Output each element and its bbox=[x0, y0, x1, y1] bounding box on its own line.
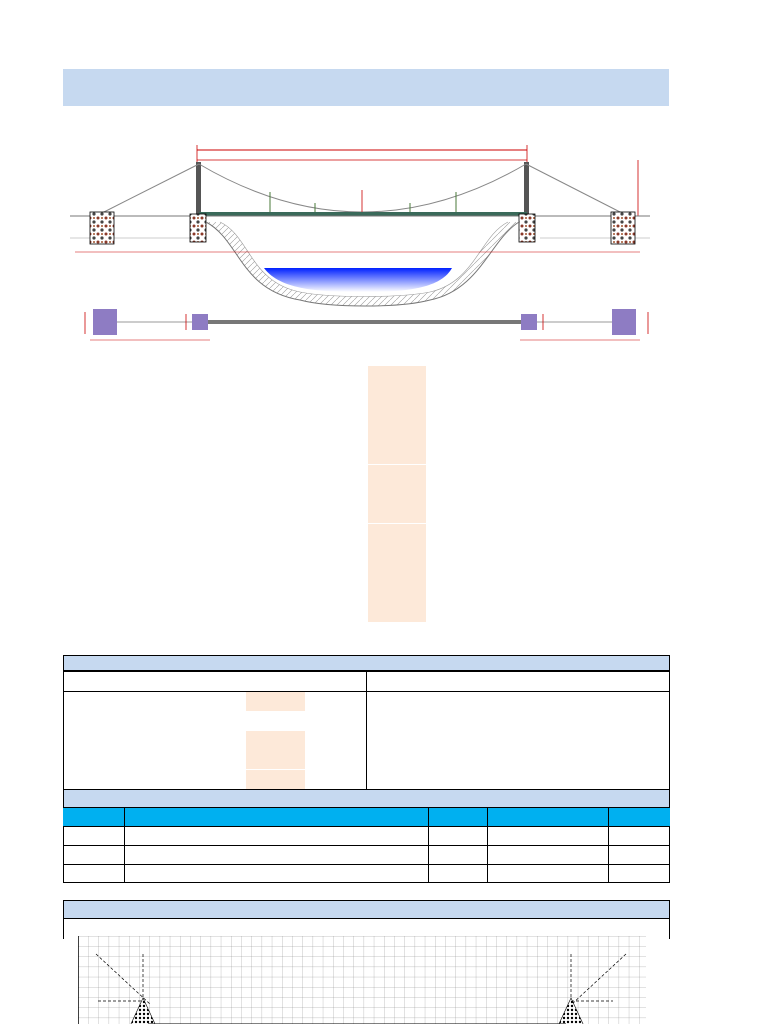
param-value[interactable] bbox=[368, 445, 426, 465]
param-row bbox=[0, 484, 768, 504]
param-value[interactable] bbox=[368, 425, 426, 445]
plan-pipe bbox=[208, 320, 521, 324]
pipe-deck bbox=[199, 212, 527, 216]
param-value[interactable] bbox=[368, 465, 426, 485]
param-value[interactable] bbox=[368, 543, 426, 563]
param-value[interactable] bbox=[368, 386, 426, 406]
param-row bbox=[0, 366, 768, 386]
param-value[interactable] bbox=[368, 524, 426, 544]
dead-load-item-value[interactable] bbox=[246, 750, 305, 769]
param-row bbox=[0, 543, 768, 563]
anchor-block-left bbox=[90, 212, 114, 244]
param-value[interactable] bbox=[368, 484, 426, 504]
load-analysis-header bbox=[63, 655, 670, 671]
main-cable bbox=[199, 164, 526, 212]
cable-design-grid bbox=[78, 936, 678, 1024]
param-row bbox=[0, 504, 768, 524]
param-value[interactable] bbox=[368, 504, 426, 524]
tower-left bbox=[196, 162, 201, 216]
param-row bbox=[0, 445, 768, 465]
param-row bbox=[0, 465, 768, 485]
dead-load-item-value[interactable] bbox=[246, 731, 305, 750]
param-row bbox=[0, 405, 768, 425]
param-value[interactable] bbox=[368, 563, 426, 583]
plan-tower-right bbox=[521, 314, 537, 330]
plan-anchor-right bbox=[612, 309, 636, 335]
param-row bbox=[0, 524, 768, 544]
param-value[interactable] bbox=[368, 602, 426, 622]
tower-base-right bbox=[519, 214, 535, 242]
param-row bbox=[0, 386, 768, 406]
dead-load-item-value[interactable] bbox=[246, 770, 305, 789]
dead-load-item-value[interactable] bbox=[246, 711, 305, 730]
dead-load-item-value[interactable] bbox=[246, 692, 305, 711]
param-row bbox=[0, 602, 768, 622]
tower-base-left bbox=[190, 214, 206, 242]
tower-right bbox=[524, 162, 529, 216]
param-row bbox=[0, 583, 768, 603]
total-load-row bbox=[63, 789, 670, 807]
param-row bbox=[0, 425, 768, 445]
param-value[interactable] bbox=[368, 583, 426, 603]
param-row bbox=[0, 563, 768, 583]
plan-tower-left bbox=[192, 314, 208, 330]
anchor-block-right bbox=[611, 212, 635, 244]
cable-design-header bbox=[63, 900, 670, 919]
plan-anchor-left bbox=[93, 309, 117, 335]
param-value[interactable] bbox=[368, 366, 426, 386]
bridge-elevation-drawing bbox=[0, 0, 768, 360]
param-value[interactable] bbox=[368, 405, 426, 425]
